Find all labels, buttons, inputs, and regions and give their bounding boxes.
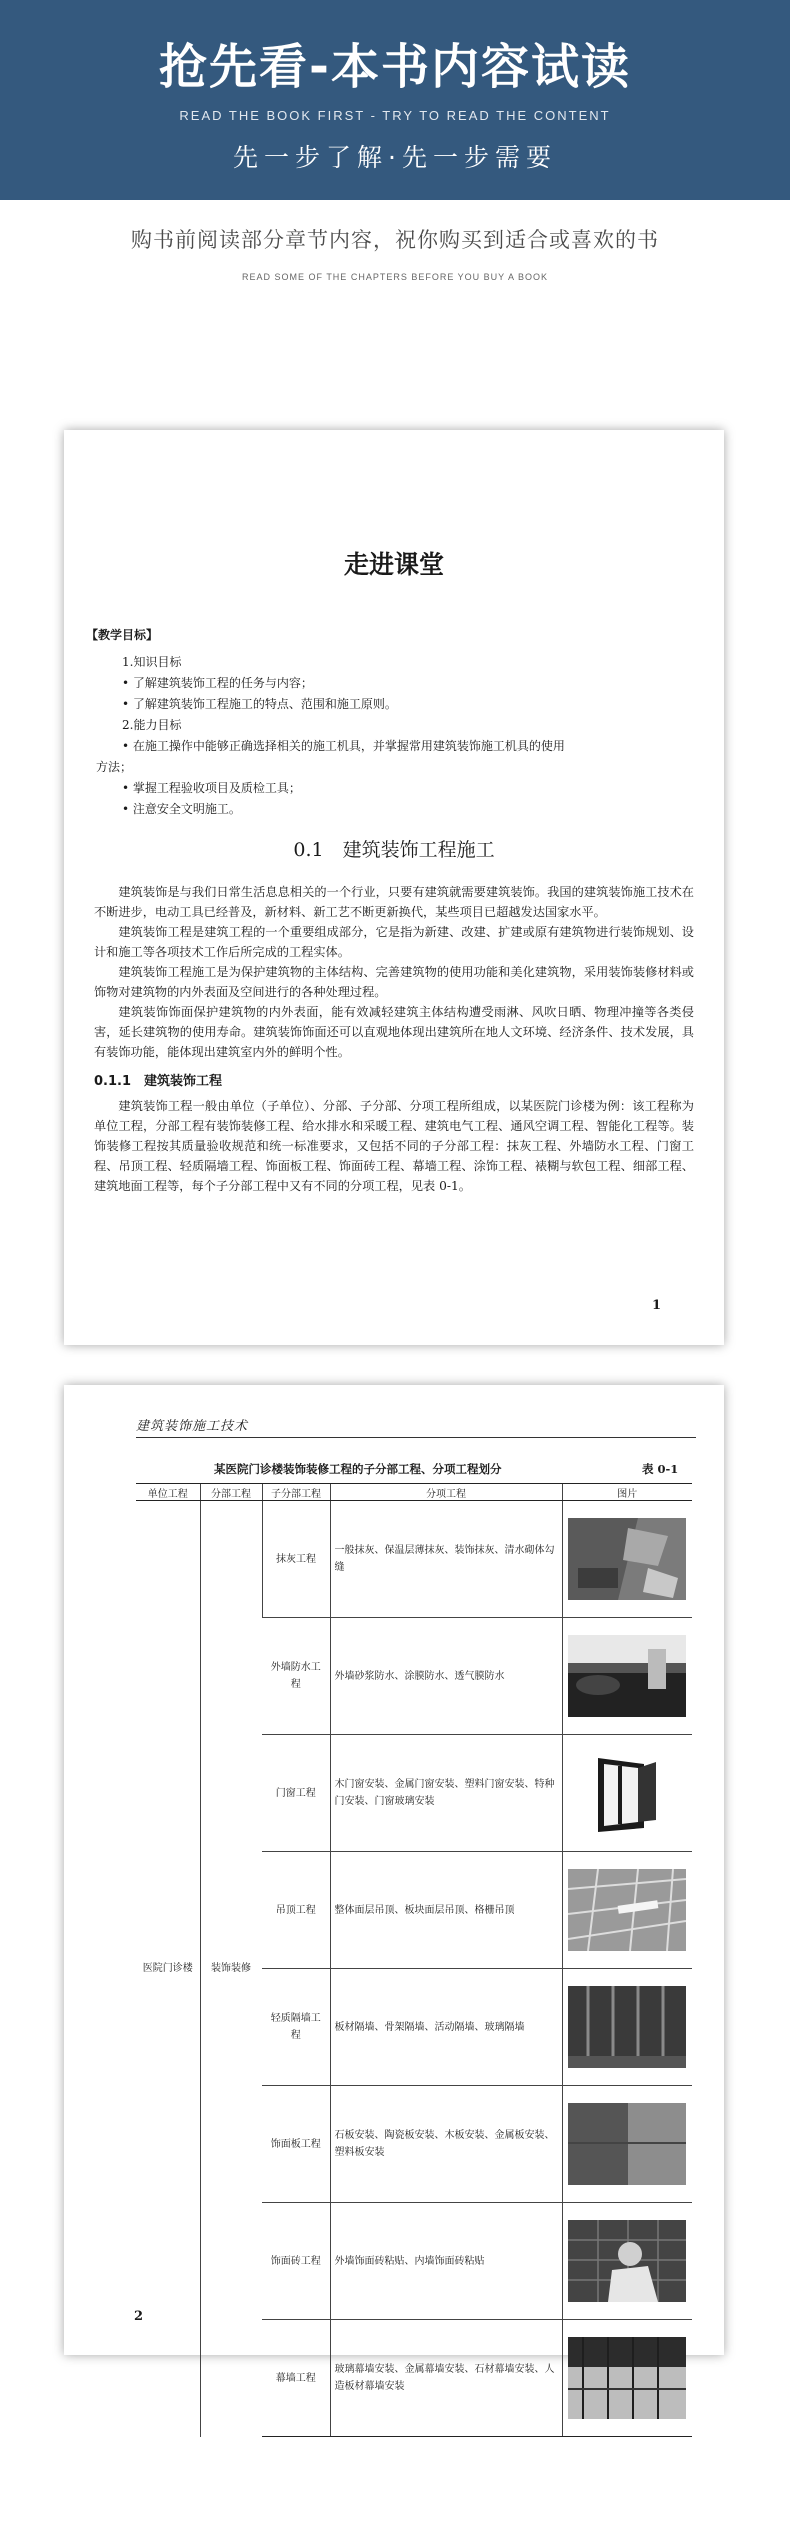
subdivision-cell: 外墙防水工程: [262, 1618, 330, 1735]
table-caption: 某医院门诊楼装饰装修工程的子分部工程、分项工程划分: [214, 1462, 502, 1476]
intro-text-en: READ SOME OF THE CHAPTERS BEFORE YOU BUY A BOOK: [241, 272, 549, 282]
subsection-title: 0.1.1 建筑装饰工程: [94, 1074, 223, 1089]
items-cell: 板材隔墙、骨架隔墙、活动隔墙、玻璃隔墙: [330, 1969, 562, 2086]
tile-photo: [568, 2220, 686, 2302]
goal-line: 1.知识目标: [122, 655, 182, 669]
subdivision-cell: 吊顶工程: [262, 1852, 330, 1969]
column-header: 图片: [562, 1484, 692, 1501]
goal-line: 方法；: [96, 760, 133, 774]
goal-line: • 掌握工程验收项目及质检工具；: [122, 781, 301, 795]
subsection-body: [94, 1096, 694, 1196]
photo-cell: [562, 1969, 692, 2086]
photo-cell: [562, 1735, 692, 1852]
paragraph: 建筑装饰工程一般由单位（子单位）、分部、子分部、分项工程所组成，以某医院门诊楼为例：该工程称为单位工程，分部工程有装饰装修工程、给水排水和采暖工程、建筑电气工程、通风空调工程、智能化工程等。装饰装修工程按其质量验收规范和统一标准要求，又包括不同的子分部工程：抹灰工程、外墙防水工程、门窗工程、吊顶工程、轻质隔墙工程、饰面板工程、饰面砖工程、幕墙工程、涂饰工程、裱糊与软包工程、细部工程、建筑地面工程等，每个子分部工程中又有不同的分项工程，见表 0-1。: [94, 1099, 694, 1193]
window-photo: [568, 1752, 686, 1834]
plaster-photo: [568, 1518, 686, 1600]
chapter-title: 走进课堂: [343, 550, 444, 579]
items-cell: 外墙砂浆防水、涂膜防水、透气膜防水: [330, 1618, 562, 1735]
table-row: [136, 1501, 692, 1618]
curtain-wall-photo: [568, 2337, 686, 2419]
photo-cell: [562, 2203, 692, 2320]
ceiling-photo: [568, 1869, 686, 1951]
section-title: 0.1 建筑装饰工程施工: [293, 839, 495, 861]
book-page-1: [64, 430, 724, 1345]
paragraph: 建筑装饰饰面保护建筑物的内外表面，能有效减轻建筑主体结构遭受雨淋、风吹日晒、物理冲撞等各类侵害，延长建筑物的使用寿命。建筑装饰饰面还可以直观地体现出建筑所在地人文环境、经济条件、技术发展，具有装饰功能，能体现出建筑室内外的鲜明个性。: [94, 1005, 694, 1059]
goal-line: • 注意安全文明施工。: [122, 802, 241, 816]
section-body: [94, 882, 694, 1062]
banner-title: 抢先看-本书内容试读: [159, 39, 631, 95]
photo-cell: [562, 1618, 692, 1735]
column-header: 分部工程: [200, 1484, 262, 1501]
subdivision-cell: 门窗工程: [262, 1735, 330, 1852]
paragraph: 建筑装饰工程施工是为保护建筑物的主体结构、完善建筑物的使用功能和美化建筑物，采用装饰装修材料或饰物对建筑物的内外表面及空间进行的各种处理过程。: [94, 965, 694, 999]
division-table: [136, 1483, 692, 2437]
subdivision-cell: 幕墙工程: [262, 2320, 330, 2437]
items-cell: 玻璃幕墙安装、金属幕墙安装、石材幕墙安装、人造板材幕墙安装: [330, 2320, 562, 2437]
column-header: 分项工程: [330, 1484, 562, 1501]
banner-subtitle: READ THE BOOK FIRST - TRY TO READ THE CONTENT: [179, 108, 611, 123]
subdivision-cell: 抹灰工程: [262, 1501, 330, 1618]
items-cell: 整体面层吊顶、板块面层吊顶、格栅吊顶: [330, 1852, 562, 1969]
book-page-2: [64, 1385, 724, 2392]
table-number: 表 0-1: [642, 1462, 679, 1476]
paragraph: 建筑装饰工程是建筑工程的一个重要组成部分，它是指为新建、改建、扩建或原有建筑物进行装饰规划、设计和施工等各项技术工作后所完成的工程实体。: [94, 925, 694, 959]
goal-line: • 了解建筑装饰工程施工的特点、范围和施工原则。: [122, 697, 397, 711]
items-cell: 外墙饰面砖粘贴、内墙饰面砖粘贴: [330, 2203, 562, 2320]
goals-list: [86, 652, 701, 820]
column-header: 子分部工程: [262, 1484, 330, 1501]
banner-slogan: 先一步了解·先一步需要: [233, 143, 557, 172]
items-cell: 木门窗安装、金属门窗安装、塑料门窗安装、特种门安装、门窗玻璃安装: [330, 1735, 562, 1852]
goal-line: 2.能力目标: [122, 718, 182, 732]
goal-line: • 在施工操作中能够正确选择相关的施工机具，并掌握常用建筑装饰施工机具的使用: [122, 739, 565, 753]
subdivision-cell: 轻质隔墙工程: [262, 1969, 330, 2086]
unit-cell: 医院门诊楼: [142, 1962, 193, 1974]
division-cell: 装饰装修: [200, 1501, 262, 2437]
photo-cell: [562, 1501, 692, 1618]
column-header: 单位工程: [136, 1484, 200, 1501]
photo-cell: [562, 2320, 692, 2437]
photo-cell: [562, 2086, 692, 2203]
page-number: 1: [652, 1298, 662, 1313]
photo-cell: [562, 1852, 692, 1969]
waterproof-photo: [568, 1635, 686, 1717]
goals-heading: 【教学目标】: [86, 628, 159, 642]
page-number: 2: [134, 2309, 144, 2324]
paragraph: 建筑装饰是与我们日常生活息息相关的一个行业，只要有建筑就需要建筑装饰。我国的建筑装饰施工技术在不断进步，电动工具已经普及，新材料、新工艺不断更新换代，某些项目已超越发达国家水平。: [94, 885, 694, 919]
running-head: 建筑装饰施工技术: [136, 1419, 249, 1434]
subdivision-cell: 饰面板工程: [262, 2086, 330, 2203]
header-banner: [0, 0, 790, 200]
subdivision-cell: 饰面砖工程: [262, 2203, 330, 2320]
items-cell: 一般抹灰、保温层薄抹灰、装饰抹灰、清水砌体勾缝: [330, 1501, 562, 1618]
intro-text: 购书前阅读部分章节内容，祝你购买到适合或喜欢的书: [131, 228, 659, 252]
items-cell: 石板安装、陶瓷板安装、木板安装、金属板安装、塑料板安装: [330, 2086, 562, 2203]
goal-line: • 了解建筑装饰工程的任务与内容；: [122, 676, 313, 690]
partition-photo: [568, 1986, 686, 2068]
header-rule: [136, 1437, 696, 1438]
panel-photo: [568, 2103, 686, 2185]
